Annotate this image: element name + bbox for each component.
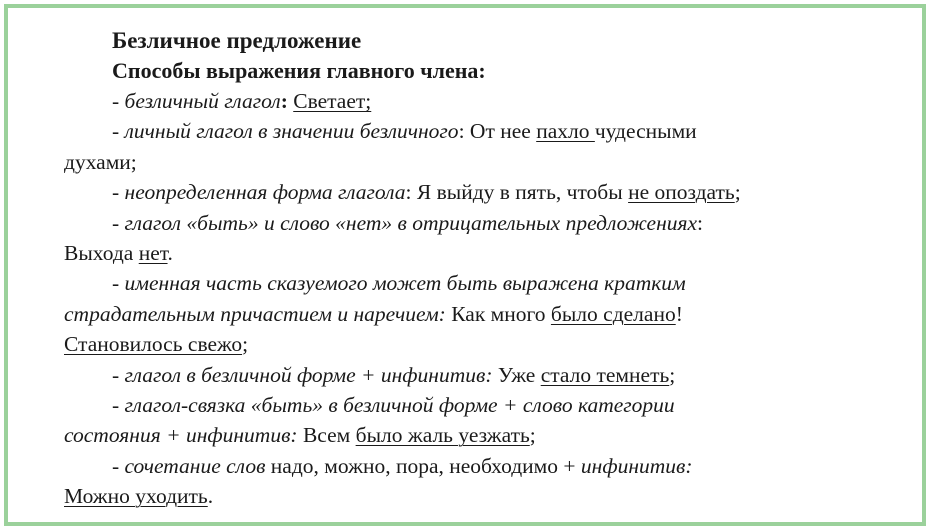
text-line [64,299,882,329]
text-run: - [112,393,125,418]
text-run: Уже [492,362,541,387]
text-line [64,86,882,116]
example-predicate: Светает; [293,89,372,113]
text-run: - [112,119,125,144]
text-run: : От нее [458,119,537,144]
text-line [64,268,882,298]
text-run: Выхода [64,241,139,266]
text-run: - [112,89,125,113]
text-line [64,451,882,481]
text-run: : Я выйду в пять, чтобы [405,180,629,205]
example-predicate: Становилось свежо [64,332,243,357]
text-run: - [112,210,125,235]
example-predicate: не опоздать [628,180,735,205]
text-line [64,116,882,146]
text-run: Как много [445,301,551,326]
category-label: сочетание слов [124,453,271,478]
text-run: - [112,362,125,387]
text-run: - [112,180,125,205]
category-label: неопределенная форма глагола [124,180,406,205]
text-run: : [697,210,704,235]
text-run: ! [675,301,683,326]
text-line [64,147,882,177]
text-run: ; [734,180,741,205]
category-label: глагол-связка «быть» в безличной форме + слово категории [124,393,675,418]
text-run: ; [669,362,676,387]
example-predicate: стало темнеть [540,362,670,387]
document-subtitle: Способы выражения главного члена: [112,58,486,83]
example-predicate: Можно уходить [64,484,208,509]
text-run: ; [242,332,249,357]
text-run: . [207,484,214,509]
document-title: Безличное предложение [112,28,362,53]
example-predicate: нет [138,241,168,266]
text-run: . [167,241,173,266]
example-predicate: пахло [536,119,595,144]
text-run: - [112,453,125,478]
category-label: страдательным причастием и наречием: [64,301,446,326]
rule-list [64,86,882,512]
text-run: Всем [297,423,356,448]
text-line [64,329,882,359]
text-run: духами; [64,149,137,174]
example-predicate: было сделано [550,301,676,326]
text-run: надо, можно, пора, необходимо [270,453,559,478]
category-label: личный глагол в значении безличного [124,119,459,144]
text-line [64,360,882,390]
category-label: глагол «быть» и слово «нет» в отрицательных предложениях [124,210,698,235]
document-frame [4,4,926,526]
text-line [64,177,882,207]
category-label: инфинитив: [580,453,693,478]
category-label: безличный глагол [124,89,281,113]
category-label: именная часть сказуемого может быть выражена кратким [124,271,686,296]
example-predicate: было жаль уезжать [355,423,530,448]
category-label: состояния + инфинитив: [64,423,298,448]
document-body [64,26,882,512]
text-line [64,390,882,420]
punctuation: : [280,89,294,113]
text-run: - [112,271,125,296]
text-run: + [558,453,581,478]
text-line [64,420,882,450]
text-run: чудесными [594,119,697,144]
text-line [64,208,882,238]
text-line [64,481,882,511]
text-run: ; [529,423,536,448]
category-label: глагол в безличной форме + инфинитив: [124,362,493,387]
text-line [64,238,882,268]
